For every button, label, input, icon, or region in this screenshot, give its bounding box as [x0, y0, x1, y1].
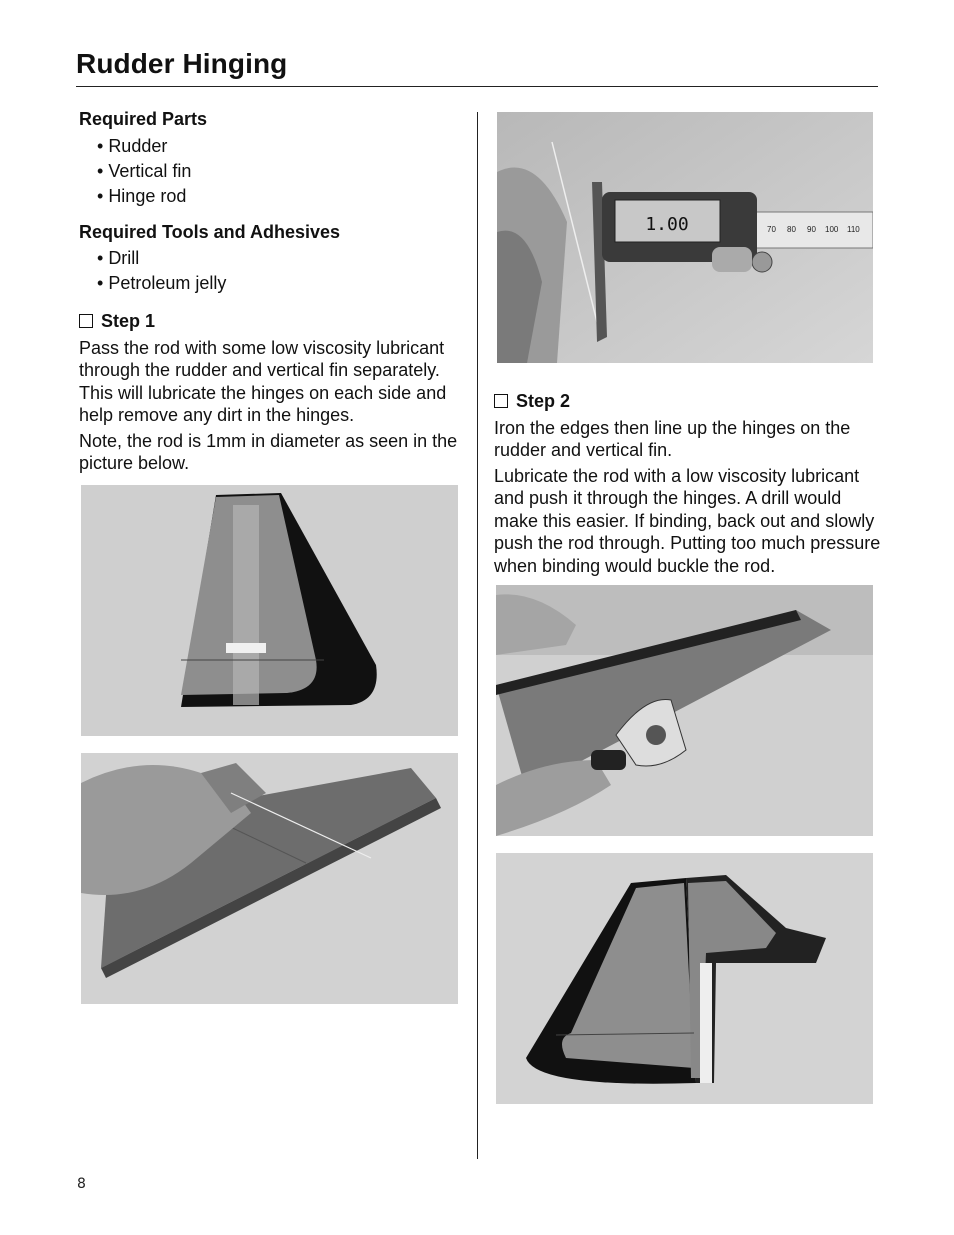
page-title: Rudder Hinging	[76, 48, 288, 79]
rudder-photo	[81, 485, 458, 736]
step2-paragraph: Iron the edges then line up the hinges on the rudder and vertical fin.	[494, 417, 851, 460]
scale-label: 90	[807, 225, 816, 234]
scale-label: 100	[825, 225, 839, 234]
step2-heading	[494, 390, 882, 413]
title-rule	[76, 86, 878, 87]
column-divider	[477, 112, 478, 1159]
scale-label: 70	[767, 225, 776, 234]
list-item: • Drill	[97, 246, 467, 271]
required-tools-list	[79, 246, 467, 296]
list-item: • Hinge rod	[97, 184, 467, 209]
step1-checkbox[interactable]	[79, 314, 93, 328]
scale-label: 110	[847, 225, 860, 234]
caliper-display: 1.00	[645, 214, 689, 235]
rod-insertion-photo	[81, 753, 458, 1004]
assembled-fin-photo	[496, 853, 873, 1104]
list-item: • Vertical fin	[97, 159, 467, 184]
step2-label: Step 2	[516, 391, 571, 411]
step2-paragraph: Lubricate the rod with a low viscosity lubricant and push it through the hinges. A drill would make this easier. If binding, back out and slowly push the rod through. Putting too much pressure when binding would buckle the rod.	[494, 465, 881, 576]
required-tools-heading: Required Tools and Adhesives	[79, 221, 341, 242]
list-item: • Petroleum jelly	[97, 271, 467, 296]
right-column	[494, 390, 882, 580]
step1-paragraph: Note, the rod is 1mm in diameter as seen in the picture below.	[79, 430, 458, 473]
step1-heading	[79, 310, 467, 333]
left-column	[79, 108, 467, 478]
step1-label: Step 1	[101, 311, 156, 331]
required-parts-heading: Required Parts	[79, 109, 208, 129]
caliper-photo	[497, 112, 873, 363]
step1-paragraph: Pass the rod with some low viscosity lubricant through the rudder and vertical fin separately. This will lubricate the hinges on each side and help remove any dirt in the hinges.	[79, 337, 447, 425]
page-number: 8	[77, 1176, 86, 1192]
scale-label: 80	[787, 225, 796, 234]
step2-checkbox[interactable]	[494, 394, 508, 408]
required-parts-list	[79, 134, 467, 209]
drill-photo	[496, 585, 873, 836]
list-item: • Rudder	[97, 134, 467, 159]
